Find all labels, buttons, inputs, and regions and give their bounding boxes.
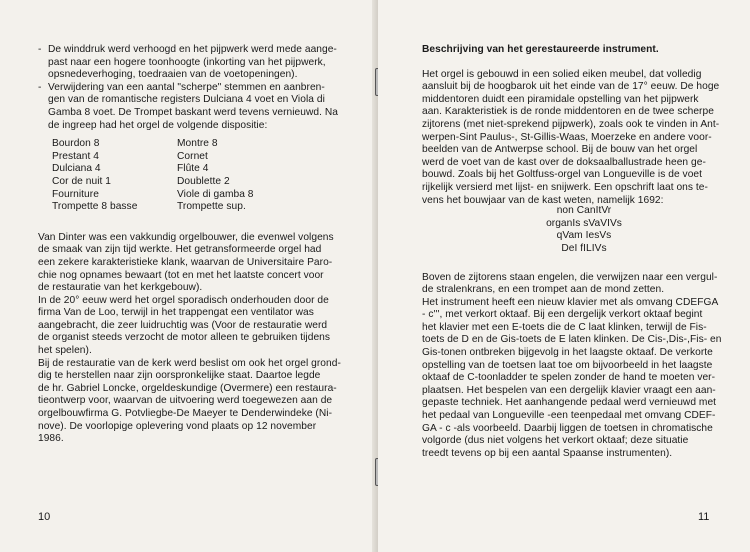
left-text-column [38, 44, 370, 446]
paragraph-van-dinter: Van Dinter was een vakkundig orgelbouwer, die evenwel volgens de smaak van zijn tijd werkte. Het getransformeerde orgel had een zekere karakteristieke klank, waarvan de Universitaire Paro- chie nog opnames bewaart (tot en met het laatste concert voor de restauratie van het kerkgebouw). [38, 231, 334, 294]
paragraph-keyboard: Het instrument heeft een nieuw klavier met als omvang CDEFGA - c''', met verkort oktaaf. Bij een dergelijk verkort oktaaf begint het klavier met een E-toets die de C laat klinken, terwijl de Fis- toets de D en de Gis-toets de E laten klinken. De Cis-,Dis-,Fis- en Gis-tonen ontbreken bijgevolg in het laagste oktaaf. De verkorte opstelling van de toetsen laat toe om bijvoorbeeld in het laagste oktaaf de C-toonladder te spelen zonder de hand te moeten ver- plaatsen. Het bespelen van een dergelijk klavier vraagt een aan- gepaste techniek. Het aanhangende pedaal werd vernieuwd met het pedaal van Longueville -een teenpedaal met omvang CDEF- GA - c -als voorbeeld. Daarbij liggen de toetsen in chromatische volgorde (dus niet volgens het verkort oktaaf; deze situatie treedt tevens op bij een aantal Spaanse instrumenten). [422, 296, 722, 459]
right-text-column [422, 44, 746, 460]
register-left: Cor de nuit 1 [52, 175, 111, 187]
right-page [378, 0, 750, 552]
register-left: Fourniture [52, 188, 99, 200]
paragraph-20th-century: In de 20° eeuw werd het orgel sporadisch onderhouden door de firma Van de Loo, terwijl in het trappengat een ventilator was aangebracht, die zeer luidruchtig was (Voor de restauratie werd de organist steeds verzocht de motor alleen te gebruiken tijdens het spelen). [38, 294, 331, 357]
page-number-right: 11 [698, 511, 710, 523]
chronogram-inscription [422, 205, 746, 255]
register-left: Prestant 4 [52, 150, 99, 162]
paragraph-angels: Boven de zijtorens staan engelen, die verwijzen naar een vergul- de stralenkrans, en een trompet aan de mond zetten. [422, 271, 718, 296]
register-row [52, 138, 254, 151]
registers-table [52, 138, 254, 214]
change-item-2 [38, 82, 370, 132]
change-item-1-text: De winddruk werd verhoogd en het pijpwerk werd mede aange- past naar een hogere toonhoogte (inkorting van het pijpwerk, opsnedeverhoging, toedraaien van de voetopeningen). [48, 44, 337, 81]
register-left: Bourdon 8 [52, 138, 100, 150]
register-right: Viole di gamba 8 [177, 188, 254, 200]
change-item-2-text: Verwijdering van een aantal "scherpe" stemmen en aanbren- gen van de romantische registers Dulciana 4 voet en Viola di Gamba 8 voet. De Trompet baskant werd tevens vernieuwd. Na de ingreep had het orgel de volgende dispositie: [48, 81, 338, 131]
inscription-line-2: organIs sVaVIVs [546, 217, 622, 229]
register-row [52, 189, 254, 202]
register-left: Trompette 8 basse [52, 201, 138, 213]
change-list [38, 44, 370, 132]
register-right: Flûte 4 [177, 163, 209, 175]
register-right: Cornet [177, 150, 208, 162]
register-right: Montre 8 [177, 138, 218, 150]
register-left: Dulciana 4 [52, 163, 101, 175]
paragraph-restoration: Bij de restauratie van de kerk werd beslist om ook het orgel grond- dig te herstellen naar zijn oorspronkelijke staat. Daartoe legde de hr. Gabriel Loncke, orgeldeskundige (Overmere) een restaura- tieontwerp voor, waarvan de uitvoering werd toegewezen aan de orgelbouwfirma G. Potvliegbe-De Maeyer te Denderwindeke (Ni- nove). De voorlopige oplevering vond plaats op 12 november 1986. [38, 357, 341, 445]
inscription-line-3: qVam IesVs [556, 230, 612, 242]
inscription-line-1: non CanItVr [556, 205, 612, 217]
register-right: Trompette sup. [177, 201, 246, 213]
page-number-left: 10 [38, 511, 51, 523]
inscription-line-4: DeI fILIVs [561, 242, 607, 254]
register-row [52, 176, 254, 189]
register-row [52, 201, 254, 214]
register-row [52, 163, 254, 176]
paragraph-description: Het orgel is gebouwd in een solied eiken meubel, dat volledig aansluit bij de hoogbarok uit het einde van de 17° eeuw. De hoge middentoren duidt een piramidale opstelling van het pijpwerk aan. Karakteristiek is de ronde middentoren en de twee scherpe zijtorens (met niet-sprekend pijpwerk), zoals ook te vinden in Ant- werpen-Sint Paulus-, St-Gillis-Waas, Moerzeke en andere voor- beelden van de Antwerpse school. Bij de bouw van het orgel werd de voet van de kast over de doksaalballustrade heen ge- bouwd. Zoals bij het Goltfuss-orgel van Longueville is de voet rijkelijk versierd met lijst- en snijwerk. Een opschrift laat ons te- vens het bouwjaar van de kast weten, namelijk 1692: [422, 68, 720, 206]
change-item-1 [38, 44, 370, 82]
register-right: Doublette 2 [177, 175, 230, 187]
section-heading: Beschrijving van het gerestaureerde instrument. [422, 44, 659, 55]
register-row [52, 151, 254, 164]
